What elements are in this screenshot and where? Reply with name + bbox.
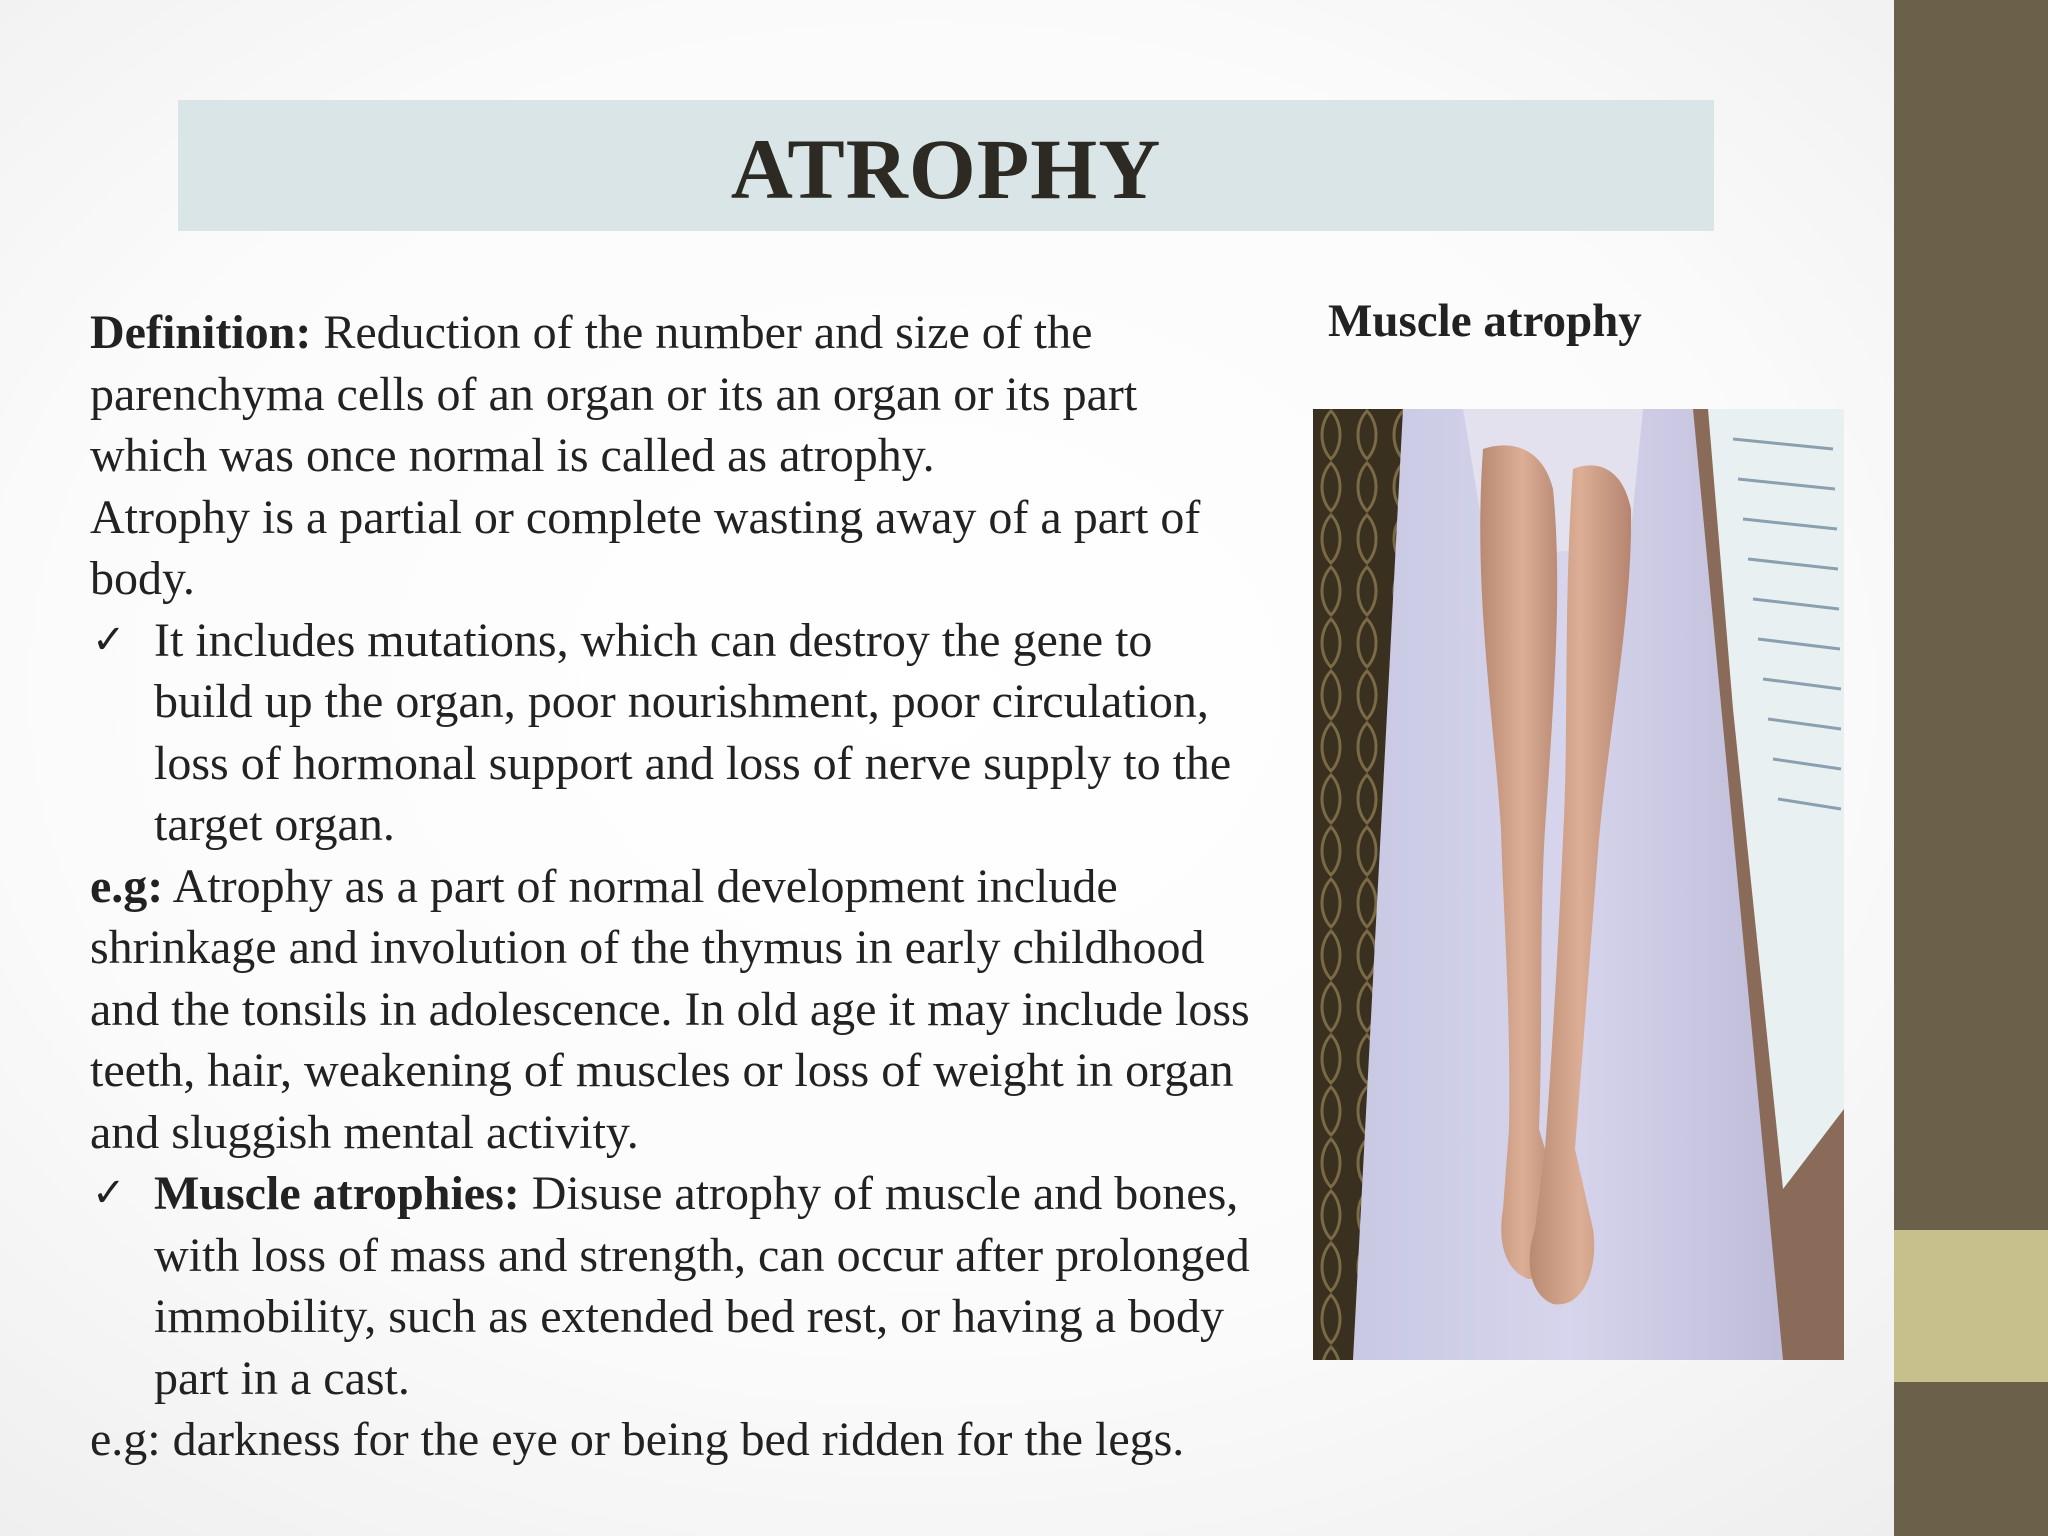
atrophy-paragraph: Atrophy is a partial or complete wasting away of a part of body. bbox=[90, 490, 1201, 605]
definition-paragraph bbox=[90, 302, 1250, 487]
slide-title: ATROPHY bbox=[730, 120, 1162, 217]
muscle-atrophies-text: Disuse atrophy of muscle and bones, with loss of mass and strength, can occur after prolonged immobility, such as extended bed rest, or having a body part in a cast. bbox=[154, 1167, 1250, 1405]
check-icon: ✓ bbox=[92, 616, 126, 663]
example-label: e.g: bbox=[90, 859, 164, 913]
definition-text: Reduction of the number and size of the parenchyma cells of an organ or its an organ or its part which was once normal is called as atrophy. bbox=[90, 306, 1138, 482]
slide-content bbox=[90, 302, 1250, 1471]
example-paragraph bbox=[90, 856, 1250, 1164]
image-caption: Muscle atrophy bbox=[1328, 295, 1642, 347]
muscle-atrophy-photo bbox=[1313, 409, 1844, 1360]
bullet-causes-text: It includes mutations, which can destroy the gene to build up the organ, poor nourishment, poor circulation, loss of hormonal support and loss of nerve supply to the target organ. bbox=[154, 613, 1232, 851]
bullet-muscle-atrophies bbox=[90, 1163, 1250, 1409]
check-icon: ✓ bbox=[92, 1170, 126, 1216]
example-text: Atrophy as a part of normal development include shrinkage and involution of the thymus in early childhood and the tonsils in adolescence. In old age it may include loss teeth, hair, weakening of muscles or loss of weight in organ and sluggish mental activity. bbox=[90, 859, 1250, 1159]
muscle-atrophies-label: Muscle atrophies: bbox=[154, 1167, 520, 1220]
title-bar bbox=[178, 100, 1714, 231]
sidebar-accent bbox=[1894, 1230, 2048, 1382]
definition-label: Definition: bbox=[90, 306, 312, 359]
example-darkness-paragraph: e.g: darkness for the eye or being bed ridden for the legs. bbox=[90, 1413, 1185, 1466]
bullet-causes bbox=[90, 610, 1250, 856]
